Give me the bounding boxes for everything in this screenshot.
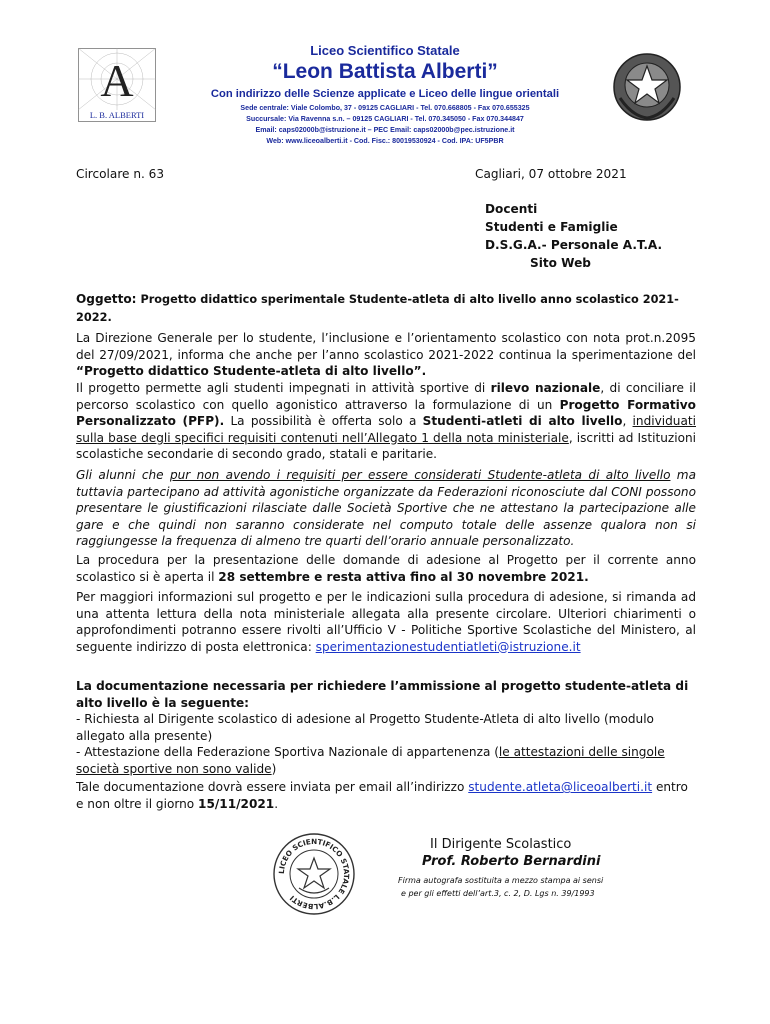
circular-date: Cagliari, 07 ottobre 2021 [475, 167, 627, 181]
text: , di conciliare il percorso scolastico con quello agonistico attraverso la formulazione di un [76, 381, 696, 412]
subject-text: Progetto didattico sperimentale Studente-atleta di alto livello anno scolastico 2021-2022. [76, 293, 679, 324]
text: Studenti-atleti di alto livello [422, 414, 623, 428]
text: 28 settembre e resta attiva fino al 30 novembre 2021. [218, 569, 589, 584]
paragraph-intro [76, 330, 696, 380]
signature-note: Firma autografa sostituita a mezzo stampa ai sensi [398, 876, 604, 885]
text: Per maggiori informazioni sul progetto e per le indicazioni sulla procedura di adesione, si rimanda ad una attenta lettura della nota ministeriale allegata alla presente circolare. Ulteriori chiarimenti o approfondimenti potranno essere rivolti all’Ufficio V - Politiche Sportive Scolastiche del Ministero, al seguente indirizzo di posta elettronica: [76, 590, 696, 654]
school-subtitle: Con indirizzo delle Scienze applicate e Liceo delle lingue orientali [210, 88, 560, 100]
deadline-date: 15/11/2021 [198, 796, 275, 811]
school-seal [272, 832, 356, 916]
paragraph-info [76, 589, 696, 655]
school-name: “Leon Battista Alberti” [272, 60, 498, 83]
signature-title: Il Dirigente Scolastico [430, 837, 572, 852]
recipient: D.S.G.A.- Personale A.T.A. [485, 238, 663, 252]
paragraph-send [76, 779, 696, 812]
contact-web: Web: www.liceoalberti.it - Cod. Fisc.: 80019530924 - Cod. IPA: UF5PBR [266, 137, 504, 145]
text: Tale documentazione dovrà essere inviata per email all’indirizzo [76, 780, 469, 794]
circular-number: Circolare n. 63 [76, 167, 165, 181]
text: individuati sulla base degli specifici requisiti contenuti nell’Allegato 1 della nota ministeriale [76, 414, 696, 445]
school-email-link[interactable]: studente.atleta@liceoalberti.it [468, 780, 653, 794]
paragraph-project [76, 380, 696, 463]
text: La Direzione Generale per lo studente, l’inclusione e l’orientamento scolastico con nota prot.n.2095 del 27/09/2021, informa che anche per l’anno scolastico 2021-2022 continua la sperimentazione del [76, 331, 696, 362]
docs-item-attestation [76, 744, 696, 777]
text: ma tuttavia partecipano ad attività agonistiche organizzate da Federazioni riconosciute dal CONI possono presentare le giustificazioni rilasciate dalle Società Sportive che ne attestano la partecipazione alle gare e che quindi non saranno considerate nel computo totale delle assenze qualora non si raggiungesse la frequenza di almeno tre quarti dell’orario annuale personalizzato. [76, 468, 696, 548]
text: . [274, 796, 279, 811]
signature-name: Prof. Roberto Bernardini [422, 854, 601, 869]
svg-text:A: A [100, 55, 134, 106]
address-main: Sede centrale: Viale Colombo, 37 - 09125 CAGLIARI - Tel. 070.668805 - Fax 070.655325 [240, 104, 530, 112]
text: , iscritti ad Istituzioni scolastiche secondarie di secondo grado, statali e paritarie. [76, 430, 696, 461]
ministry-email-link[interactable]: sperimentazionestudentiatleti@istruzione.it [315, 639, 581, 654]
text: La possibilità è offerta solo a [224, 414, 423, 428]
docs-item-request: - Richiesta al Dirigente scolastico di adesione al Progetto Studente-Atleta di alto livello (modulo allegato alla presente) [76, 712, 654, 743]
subject-label: Oggetto: [76, 292, 137, 306]
text: , [622, 414, 633, 428]
school-type: Liceo Scientifico Statale [310, 43, 460, 58]
signature-note: e per gli effetti dell’art.3, c. 2, D. Lgs n. 39/1993 [401, 889, 595, 898]
address-branch: Succursale: Via Ravenna s.n. – 09125 CAGLIARI - Tel. 070.345050 - Fax 070.344847 [246, 115, 524, 123]
school-logo [78, 48, 156, 122]
docs-heading: La documentazione necessaria per richiedere l’ammissione al progetto studente-atleta di alto livello è la seguente: [76, 679, 689, 710]
text: ) [271, 761, 277, 776]
svg-text:L. B. ALBERTI: L. B. ALBERTI [89, 110, 145, 120]
recipient: Studenti e Famiglie [485, 220, 618, 234]
paragraph-procedure [76, 552, 696, 585]
svg-text:LICEO SCIENTIFICO STATALE L.B.: LICEO SCIENTIFICO STATALE L.B.ALBERTI [276, 836, 352, 912]
text: le attestazioni delle singole società sportive non sono valide [76, 745, 665, 776]
recipient: Sito Web [530, 256, 591, 270]
text: entro e non oltre il giorno [76, 780, 688, 811]
contact-emails: Email: caps02000b@istruzione.it – PEC Email: caps02000b@pec.istruzione.it [255, 126, 515, 134]
text: rilevo nazionale [490, 381, 601, 395]
text: - Attestazione della Federazione Sportiva Nazionale di appartenenza ( [76, 745, 499, 759]
paragraph-non-eligible [76, 467, 696, 550]
subject-line [76, 291, 706, 326]
text: La procedura per la presentazione delle domande di adesione al Progetto per il corrente anno scolastico si è aperta il [76, 553, 696, 584]
text: Il progetto permette agli studenti impegnati in attività sportive di [76, 381, 491, 395]
republic-emblem [612, 52, 682, 122]
text: pur non avendo i requisiti per essere considerati Studente-atleta di alto livello [169, 468, 671, 482]
project-name: “Progetto didattico Studente-atleta di alto livello”. [76, 364, 427, 378]
recipient: Docenti [485, 202, 538, 216]
text: Progetto Formativo Personalizzato (PFP). [76, 397, 696, 428]
text: Gli alunni che [76, 468, 170, 482]
